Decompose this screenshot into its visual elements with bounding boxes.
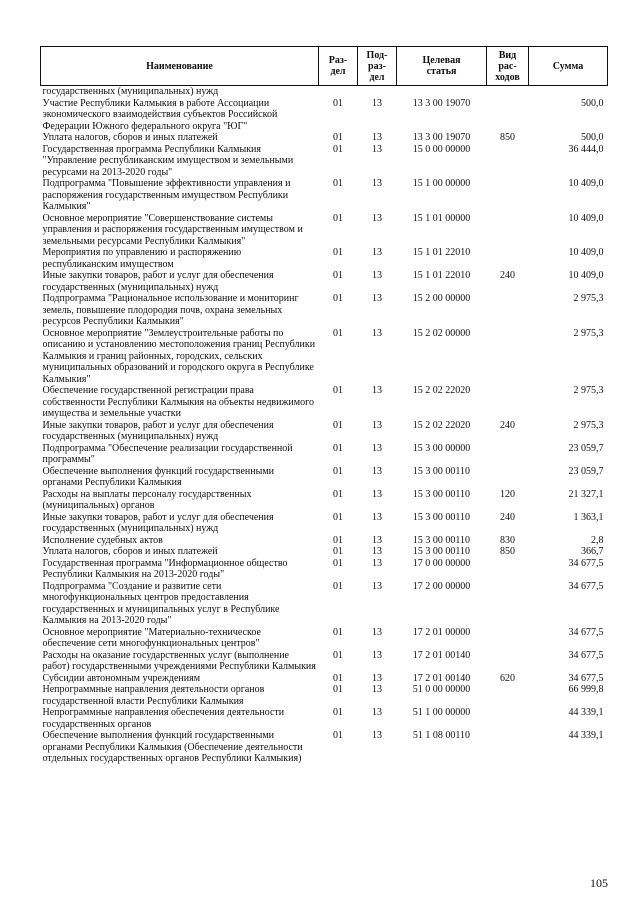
row-sum: 34 677,5	[568, 649, 604, 661]
row-name: Основное мероприятие "Совершенствование системы управления и распоряжения государственным имуществом и земельными ресурсами Республики Калмыкия"	[42, 212, 303, 247]
row-name: Иные закупки товаров, работ и услуг для обеспечения государственных (муниципальных) нужд	[42, 270, 274, 293]
row-name: Уплата налогов, сборов и иных платежей	[42, 132, 218, 143]
row-section: 01	[333, 293, 343, 304]
row-section: 01	[333, 97, 343, 109]
row-expense-type	[487, 328, 529, 386]
row-subsection: 13	[372, 419, 382, 431]
table-row	[41, 581, 608, 627]
row-expense-type: 850	[500, 546, 515, 557]
row-name: государственных (муниципальных) нужд	[42, 86, 219, 97]
row-target: 15 3 00 00000	[412, 442, 471, 454]
row-name: Государственная программа Республики Калмыкия "Управление республиканским имуществом и земельными ресурсами на 2013-2020 годы"	[42, 143, 294, 178]
row-name: Основное мероприятие "Землеустроительные работы по описанию и установлению местоположения границ Республики Калмыкия и границ районных, городских, сельских муниципальных образований и городского округа в Республике Калмыкия"	[42, 327, 316, 385]
row-name: Непрограммные направления обеспечения деятельности государственных органов	[42, 707, 285, 730]
row-section: 01	[333, 649, 343, 661]
row-expense-type: 850	[500, 132, 515, 143]
row-sum: 21 327,1	[568, 488, 604, 500]
row-sum: 500,0	[581, 132, 604, 143]
row-section: 01	[333, 557, 343, 569]
row-section: 01	[333, 707, 343, 718]
row-section: 01	[333, 178, 343, 189]
row-name: Уплата налогов, сборов и иных платежей	[42, 546, 218, 557]
row-subsection: 13	[372, 488, 382, 500]
row-section: 01	[333, 132, 343, 143]
row-expense-type	[487, 86, 529, 98]
row-target: 17 2 01 00140	[412, 672, 471, 684]
row-target: 15 3 00 00110	[412, 546, 471, 557]
table-row	[41, 535, 608, 547]
header-expense-type: Вид рас- ходов	[487, 47, 529, 86]
row-name: Обеспечение выполнения функций государственными органами Республики Калмыкия	[42, 465, 275, 488]
row-section: 01	[333, 672, 343, 684]
row-section: 01	[333, 626, 343, 638]
row-expense-type	[487, 558, 529, 581]
table-row	[41, 420, 608, 443]
table-row	[41, 293, 608, 328]
row-section: 01	[333, 465, 343, 477]
table-row	[41, 270, 608, 293]
row-section: 01	[333, 212, 343, 224]
row-sum: 44 339,1	[568, 730, 604, 741]
row-subsection	[358, 86, 397, 98]
row-name: Обеспечение государственной регистрации права собственности Республики Калмыкия на объекты недвижимого имущества и земельные участки	[42, 385, 314, 419]
row-section: 01	[333, 580, 343, 592]
row-target: 15 3 00 00110	[412, 534, 471, 546]
table-row	[41, 546, 608, 558]
row-section: 01	[333, 385, 343, 396]
row-target: 15 1 01 22010	[412, 270, 471, 281]
row-expense-type	[487, 466, 529, 489]
row-section: 01	[333, 488, 343, 500]
row-target: 51 1 08 00110	[412, 730, 471, 741]
row-subsection: 13	[372, 97, 382, 109]
row-name: Участие Республики Калмыкия в работе Ассоциации экономического взаимодействия субъектов Российской Федерации Южного федерального округа "ЮГ"	[42, 97, 278, 132]
table-row	[41, 707, 608, 730]
row-sum: 500,0	[581, 97, 604, 109]
row-target: 17 2 01 00000	[412, 626, 471, 638]
row-expense-type: 240	[500, 511, 515, 523]
row-expense-type	[487, 730, 529, 765]
row-expense-type	[487, 684, 529, 707]
row-subsection: 13	[372, 293, 382, 304]
table-row	[41, 132, 608, 144]
row-subsection: 13	[372, 580, 382, 592]
row-expense-type: 120	[500, 488, 515, 500]
row-target: 15 3 00 00110	[412, 511, 471, 523]
row-subsection: 13	[372, 132, 382, 143]
row-section: 01	[333, 511, 343, 523]
row-section: 01	[333, 546, 343, 557]
row-expense-type: 830	[500, 534, 515, 546]
row-name: Подпрограмма "Обеспечение реализации государственной программы"	[42, 442, 293, 465]
table-row	[41, 673, 608, 685]
row-subsection: 13	[372, 178, 382, 189]
page-number: 105	[590, 876, 608, 890]
row-sum: 44 339,1	[568, 707, 604, 718]
row-sum: 23 059,7	[568, 442, 604, 454]
row-target: 15 1 01 22010	[412, 247, 471, 258]
row-target: 17 0 00 00000	[412, 557, 471, 569]
row-section: 01	[333, 442, 343, 454]
row-sum: 10 409,0	[568, 212, 604, 224]
row-subsection: 13	[372, 546, 382, 557]
row-target: 15 3 00 00110	[412, 488, 471, 500]
row-section: 01	[333, 730, 343, 741]
row-expense-type: 620	[500, 672, 515, 684]
row-sum: 2 975,3	[573, 419, 604, 431]
row-sum: 366,7	[581, 546, 604, 557]
row-name: Субсидии автономным учреждениям	[42, 672, 201, 684]
table-row	[41, 684, 608, 707]
row-expense-type	[487, 144, 529, 179]
row-section: 01	[333, 247, 343, 258]
row-target: 13 3 00 19070	[412, 97, 471, 109]
table-row	[41, 86, 608, 98]
table-row	[41, 385, 608, 420]
table-header	[41, 47, 608, 86]
row-name: Непрограммные направления деятельности органов государственной власти Республики Калмыкия	[42, 684, 265, 707]
row-sum: 2 975,3	[573, 327, 604, 339]
row-expense-type	[487, 707, 529, 730]
row-expense-type	[487, 247, 529, 270]
row-target: 15 2 02 00000	[412, 327, 471, 339]
row-name: Основное мероприятие "Материально-техническое обеспечение сети многофункциональных центров"	[42, 626, 261, 649]
row-expense-type	[487, 213, 529, 248]
row-target: 15 2 00 00000	[412, 293, 471, 304]
row-subsection: 13	[372, 557, 382, 569]
row-name: Подпрограмма "Создание и развитие сети многофункциональных центров предоставления государственных и муниципальных услуг в Республике Калмыкия на 2013-2020 годы"	[42, 580, 280, 626]
row-subsection: 13	[372, 465, 382, 477]
row-subsection: 13	[372, 270, 382, 281]
row-expense-type: 240	[500, 419, 515, 431]
row-subsection: 13	[372, 730, 382, 741]
table-row	[41, 627, 608, 650]
row-subsection: 13	[372, 649, 382, 661]
row-target: 51 1 00 00000	[412, 707, 471, 718]
row-sum: 2 975,3	[573, 293, 604, 304]
row-sum: 10 409,0	[568, 247, 604, 258]
row-section	[319, 86, 358, 98]
row-name: Исполнение судебных актов	[42, 534, 163, 546]
row-target: 15 2 02 22020	[412, 385, 471, 396]
row-subsection: 13	[372, 385, 382, 396]
row-sum: 2 975,3	[573, 385, 604, 396]
table-row	[41, 558, 608, 581]
row-expense-type	[487, 385, 529, 420]
row-name: Расходы на оказание государственных услуг (выполнение работ) государственными учреждениями Республики Калмыкия	[42, 649, 316, 672]
table-row	[41, 650, 608, 673]
row-expense-type	[487, 581, 529, 627]
table-row	[41, 98, 608, 133]
row-subsection: 13	[372, 442, 382, 454]
header-section: Раз- дел	[319, 47, 358, 86]
row-sum: 34 677,5	[568, 557, 604, 569]
row-name: Мероприятия по управлению и распоряжению республиканским имуществом	[42, 247, 242, 270]
row-expense-type	[487, 98, 529, 133]
row-target: 51 0 00 00000	[412, 684, 471, 695]
row-expense-type	[487, 650, 529, 673]
row-sum: 34 677,5	[568, 580, 604, 592]
row-target: 15 1 00 00000	[412, 178, 471, 189]
row-sum: 1 363,1	[573, 511, 604, 523]
row-name: Обеспечение выполнения функций государственными органами Республики Калмыкия (Обеспечение деятельности отдельных государственных органов Республики Калмыкия)	[42, 730, 303, 764]
row-subsection: 13	[372, 511, 382, 523]
row-sum	[529, 86, 608, 98]
table-row	[41, 328, 608, 386]
table-row	[41, 489, 608, 512]
table-row	[41, 178, 608, 213]
header-target: Целевая статья	[397, 47, 487, 86]
row-sum: 2,8	[591, 534, 604, 546]
row-sum: 34 677,5	[568, 626, 604, 638]
row-target: 15 2 02 22020	[412, 419, 471, 431]
row-subsection: 13	[372, 672, 382, 684]
table-row	[41, 730, 608, 765]
row-subsection: 13	[372, 327, 382, 339]
row-section: 01	[333, 143, 343, 155]
row-subsection: 13	[372, 212, 382, 224]
table-body	[41, 86, 608, 765]
row-name: Подпрограмма "Повышение эффективности управления и распоряжения государственным имуществом Республики Калмыкия"	[42, 178, 291, 212]
table-row	[41, 466, 608, 489]
row-expense-type: 240	[500, 270, 515, 281]
row-target: 15 0 00 00000	[412, 143, 471, 155]
row-expense-type	[487, 293, 529, 328]
row-target	[397, 86, 487, 98]
table-row	[41, 213, 608, 248]
table-row	[41, 144, 608, 179]
row-name: Подпрограмма "Рациональное использование и мониторинг земель, повышение плодородия почв, охрана земельных ресурсов Республики Калмыкия"	[42, 293, 299, 327]
row-target: 13 3 00 19070	[412, 132, 471, 143]
row-subsection: 13	[372, 707, 382, 718]
row-name: Иные закупки товаров, работ и услуг для обеспечения государственных (муниципальных) нужд	[42, 419, 274, 442]
row-sum: 34 677,5	[568, 672, 604, 684]
row-section: 01	[333, 327, 343, 339]
row-name: Расходы на выплаты персоналу государственных (муниципальных) органов	[42, 488, 252, 511]
budget-table	[40, 46, 608, 765]
row-subsection: 13	[372, 534, 382, 546]
row-section: 01	[333, 419, 343, 431]
row-section: 01	[333, 270, 343, 281]
row-name: Государственная программа "Информационное общество Республики Калмыкия на 2013-2020 годы"	[42, 557, 288, 580]
row-sum: 66 999,8	[568, 684, 604, 695]
table-row	[41, 247, 608, 270]
row-section: 01	[333, 534, 343, 546]
row-target: 15 1 01 00000	[412, 212, 471, 224]
row-subsection: 13	[372, 684, 382, 695]
row-sum: 10 409,0	[568, 178, 604, 189]
row-subsection: 13	[372, 626, 382, 638]
row-target: 15 3 00 00110	[412, 465, 471, 477]
row-expense-type	[487, 178, 529, 213]
row-expense-type	[487, 443, 529, 466]
row-expense-type	[487, 627, 529, 650]
row-section: 01	[333, 684, 343, 695]
row-target: 17 2 01 00140	[412, 649, 471, 661]
table-row	[41, 443, 608, 466]
table-row	[41, 512, 608, 535]
row-subsection: 13	[372, 247, 382, 258]
row-sum: 23 059,7	[568, 465, 604, 477]
row-name: Иные закупки товаров, работ и услуг для обеспечения государственных (муниципальных) нужд	[42, 511, 274, 534]
header-sum: Сумма	[529, 47, 608, 86]
row-target: 17 2 00 00000	[412, 580, 471, 592]
row-sum: 36 444,0	[568, 143, 604, 155]
header-name: Наименование	[41, 47, 319, 86]
header-subsection: Под- раз- дел	[358, 47, 397, 86]
row-sum: 10 409,0	[568, 270, 604, 281]
row-subsection: 13	[372, 143, 382, 155]
